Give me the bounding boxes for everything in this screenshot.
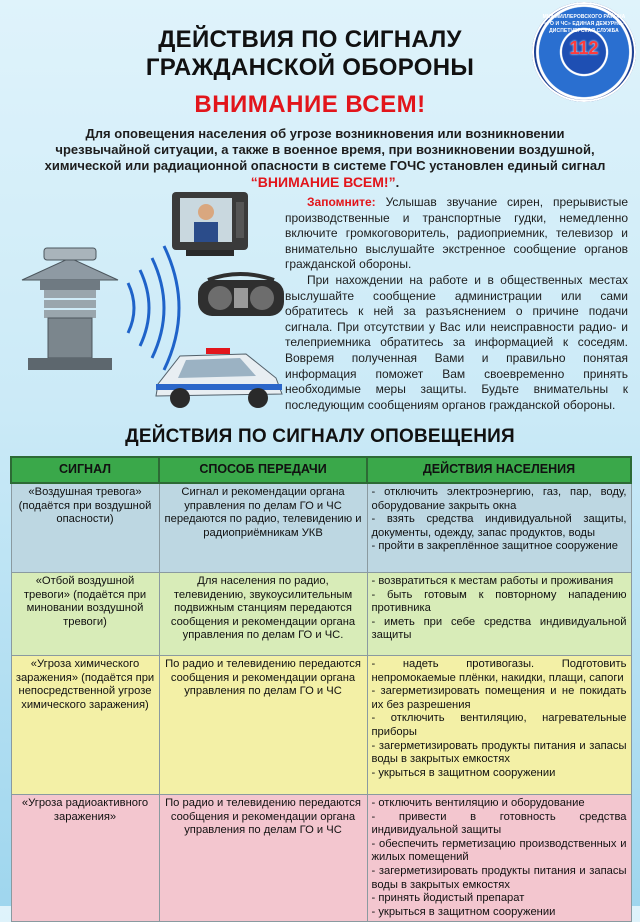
action-item: - взять средства индивидуальной защиты, документы, одежду, запас продуктов, воды xyxy=(371,513,627,539)
intro-signal: “ВНИМАНИЕ ВСЕМ!” xyxy=(250,174,396,190)
header-method: СПОСОБ ПЕРЕДАЧИ xyxy=(159,457,367,483)
table-row xyxy=(11,795,631,922)
memo-text-1: Услышав звучание сирен, прерывистые производственные и транспортные гудки, немедленно включите громкоговоритель, радиоприемник, телевизор и внимательно выслушайте экстренное сообщение органов гражданской обороны. xyxy=(285,195,628,272)
emblem-number: 112 xyxy=(569,38,599,58)
illustration xyxy=(0,188,285,416)
tv-icon xyxy=(172,192,248,256)
title-line-1: ДЕЙСТВИЯ ПО СИГНАЛУ xyxy=(158,26,462,53)
emblem-text: МКУ МИЛЛЕРОВСКОГО РАЙОНА «ГО И ЧС» ЕДИНАЯ ДЕЖУРНО-ДИСПЕТЧЕРСКАЯ СЛУЖБА xyxy=(542,14,626,34)
table-row xyxy=(11,656,631,795)
intro-paragraph xyxy=(40,126,610,191)
header-signal: СИГНАЛ xyxy=(11,457,159,483)
action-item: - обеспечить герметизацию производственных и жилых помещений xyxy=(371,837,627,864)
action-item: - загерметизировать продукты питания и запасы воды в закрытых емкостях xyxy=(371,864,627,891)
action-item: - отключить вентиляцию и оборудование xyxy=(371,797,585,809)
title-line-2: ГРАЖДАНСКОЙ ОБОРОНЫ xyxy=(145,54,475,81)
signal-waves-icon xyxy=(128,246,179,370)
method-cell: Сигнал и рекомендации органа управления по делам ГО и ЧС передаются по радио, телевидению и радиоприёмникам УКВ xyxy=(159,483,367,573)
method-cell: По радио и телевидению передаются сообщения и рекомендации органа управления по делам ГО и ЧС xyxy=(159,795,367,922)
section-title: ДЕЙСТВИЯ ПО СИГНАЛУ ОПОВЕЩЕНИЯ xyxy=(125,426,515,447)
method-cell: По радио и телевидению передаются сообщения и рекомендации органа управления по делам ГО и ЧС xyxy=(159,656,367,795)
actions-cell xyxy=(367,795,631,922)
action-item: - отключить электроэнергию, газ, пар, воду, оборудование закрыть окна xyxy=(371,486,627,512)
action-item: - быть готовым к повторному нападению противника xyxy=(371,588,627,615)
action-item: - иметь при себе средства индивидуальной защиты xyxy=(371,615,627,642)
action-item: - загерметизировать продукты питания и запасы воды в закрытых емкостях xyxy=(371,739,627,766)
action-item: - отключить вентиляцию, нагревательные приборы xyxy=(371,712,627,738)
action-item: - принять йодистый препарат xyxy=(371,892,525,905)
intro-text: Для оповещения населения об угрозе возникновения или возникновении чрезвычайной ситуации, а также в военное время, при возникновении воздушной, химической или радиационной опасности в системе ГОЧС установлен единый сигнал xyxy=(44,126,606,173)
signal-cell: «Отбой воздушной тревоги» (подаётся при миновании воздушной тревоги) xyxy=(11,573,159,656)
siren-icon xyxy=(22,248,118,370)
emergency-service-emblem xyxy=(532,2,636,102)
memo-paragraph-1 xyxy=(285,195,628,273)
radio-icon xyxy=(198,274,284,316)
actions-cell xyxy=(367,573,631,656)
table-header-row xyxy=(11,457,631,483)
method-cell: Для населения по радио, телевидению, звукоусилительным подвижным станциям передаются сообщения и рекомендации органа управления по делам ГО и ЧС. xyxy=(159,573,367,656)
signals-table xyxy=(10,456,632,922)
action-item: - загерметизировать помещения и не покидать их без разрешения xyxy=(371,685,627,711)
signal-cell: «Угроза радиоактивного заражения» xyxy=(11,795,159,922)
memo-paragraph-2: При нахождении на работе и в общественных местах выслушайте сообщение администрации или сами обратитесь к ней за разъяснением о причине подачи сигнала. При отсутствии у Вас или неисправности радио- и телеприемника обратитесь за информацией к соседям. Вовремя полученная Вами и правильно понятая информация поможет Вам своевременно принять необходимые меры защиты. Будьте внимательны к последующим сообщениям органов гражданской обороны. xyxy=(285,272,628,412)
actions-cell xyxy=(367,656,631,795)
table-row xyxy=(11,483,631,573)
action-item: - привести в готовность средства индивидуальной защиты xyxy=(371,810,627,837)
actions-cell xyxy=(367,483,631,573)
action-item: - возвратиться к местам работы и проживания xyxy=(371,575,614,587)
action-item: - укрыться в защитном сооружении xyxy=(371,905,556,918)
action-item: - пройти в закреплённое защитное сооружение xyxy=(371,540,619,553)
police-car-icon xyxy=(156,348,282,408)
signal-cell: «Воздушная тревога» (подаётся при воздушной опасности) xyxy=(11,483,159,573)
intro-end: . xyxy=(395,175,400,190)
memo-text xyxy=(285,195,628,413)
memo-label: Запомните: xyxy=(307,195,376,209)
attention-heading: ВНИМАНИЕ ВСЕМ! xyxy=(194,91,426,118)
action-item: - укрыться в защитном сооружении xyxy=(371,766,556,779)
header-actions: ДЕЙСТВИЯ НАСЕЛЕНИЯ xyxy=(367,457,631,483)
page-title xyxy=(90,26,530,82)
signal-cell: «Угроза химического заражения» (подаётся при непосредственной угрозе химического заражения) xyxy=(11,656,159,795)
action-item: - надеть противогазы. Подготовить непромокаемые плёнки, накидки, плащи, сапоги xyxy=(371,658,627,684)
table-row xyxy=(11,573,631,656)
